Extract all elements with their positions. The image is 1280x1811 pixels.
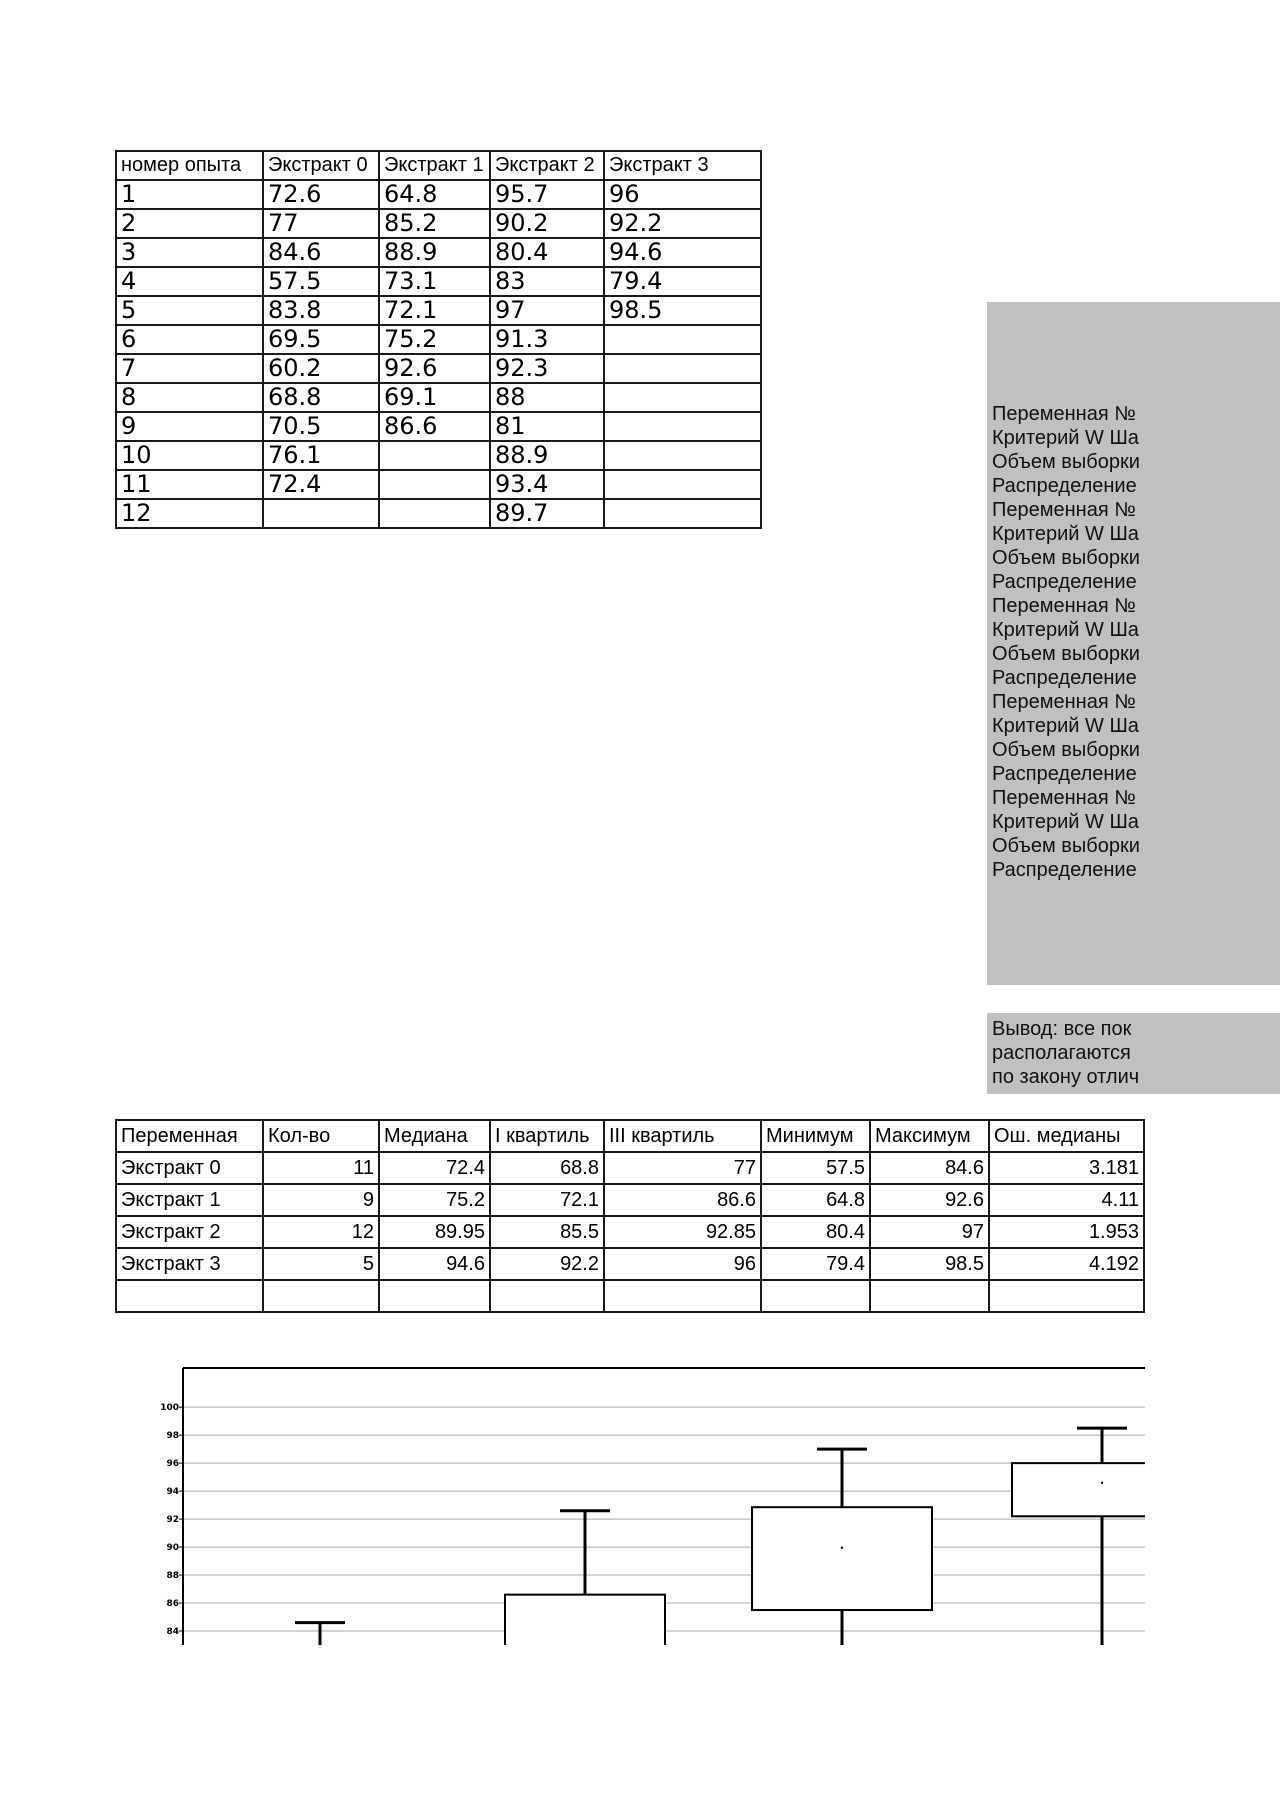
table-cell: 97 — [870, 1216, 989, 1248]
header-cell: Экстракт 0 — [263, 151, 379, 180]
table-cell: 79.4 — [761, 1248, 870, 1280]
header-cell: Медиана — [379, 1120, 490, 1152]
table-row — [116, 354, 761, 383]
header-cell: Переменная — [116, 1120, 263, 1152]
panel-line: Переменная № — [992, 403, 1136, 425]
table-row — [116, 412, 761, 441]
raw-table-header — [116, 151, 761, 180]
panel-line: Критерий W Ша — [992, 715, 1139, 737]
table-cell: 4.11 — [989, 1184, 1144, 1216]
table-cell: Экстракт 2 — [116, 1216, 263, 1248]
table-cell: 77 — [263, 209, 379, 238]
panel-line: Распределение — [992, 763, 1137, 785]
table-cell: 75.2 — [379, 1184, 490, 1216]
panel-line: Распределение — [992, 475, 1137, 497]
table-cell — [379, 499, 490, 528]
table-cell: 80.4 — [761, 1216, 870, 1248]
panel-line: Объем выборки — [992, 835, 1140, 857]
header-cell: Экстракт 2 — [490, 151, 604, 180]
table-cell: 94.6 — [379, 1248, 490, 1280]
y-tick-label: 96 — [166, 1459, 179, 1470]
table-cell: 85.5 — [490, 1216, 604, 1248]
panel-line: Критерий W Ша — [992, 811, 1139, 833]
table-cell: 84.6 — [263, 238, 379, 267]
table-row — [116, 441, 761, 470]
table-cell: 86.6 — [379, 412, 490, 441]
table-row — [116, 1152, 1144, 1184]
table-cell: 92.6 — [870, 1184, 989, 1216]
table-cell: 72.1 — [379, 296, 490, 325]
table-cell: 69.1 — [379, 383, 490, 412]
panel-line: располагаются — [992, 1042, 1131, 1064]
table-row — [116, 499, 761, 528]
table-cell: 72.4 — [263, 470, 379, 499]
table-row — [116, 470, 761, 499]
table-row — [116, 209, 761, 238]
panel-line: Объем выборки — [992, 643, 1140, 665]
conclusion-panel — [987, 1013, 1280, 1094]
table-cell — [116, 1280, 263, 1312]
table-cell: 4 — [116, 267, 263, 296]
table-row — [116, 325, 761, 354]
panel-line: Переменная № — [992, 691, 1136, 713]
panel-line: Критерий W Ша — [992, 619, 1139, 641]
table-cell: 69.5 — [263, 325, 379, 354]
header-cell: Ош. медианы — [989, 1120, 1144, 1152]
table-cell: Экстракт 1 — [116, 1184, 263, 1216]
raw-data-table — [115, 150, 762, 529]
table-cell: 84.6 — [870, 1152, 989, 1184]
table-row — [116, 296, 761, 325]
panel-line: Объем выборки — [992, 547, 1140, 569]
table-row — [116, 1216, 1144, 1248]
table-cell: 3.181 — [989, 1152, 1144, 1184]
iqr-box — [1012, 1463, 1145, 1516]
table-cell: 10 — [116, 441, 263, 470]
table-row — [116, 1248, 1144, 1280]
table-cell: 81 — [490, 412, 604, 441]
table-cell: 98.5 — [604, 296, 761, 325]
table-cell: 85.2 — [379, 209, 490, 238]
table-cell: 91.3 — [490, 325, 604, 354]
summary-table-header — [116, 1120, 1144, 1152]
y-tick-label: 92 — [166, 1515, 179, 1526]
table-cell — [604, 499, 761, 528]
table-cell: 9 — [116, 412, 263, 441]
table-cell: 11 — [116, 470, 263, 499]
table-cell: 94.6 — [604, 238, 761, 267]
median-marker — [841, 1547, 843, 1549]
table-cell — [604, 354, 761, 383]
table-cell: 75.2 — [379, 325, 490, 354]
table-cell: 1.953 — [989, 1216, 1144, 1248]
table-cell: 95.7 — [490, 180, 604, 209]
header-cell: III квартиль — [604, 1120, 761, 1152]
y-tick-label: 100 — [160, 1403, 179, 1414]
header-cell: номер опыта — [116, 151, 263, 180]
panel-line: Распределение — [992, 859, 1137, 881]
table-cell — [263, 1280, 379, 1312]
table-cell: 96 — [604, 1248, 761, 1280]
table-cell: 64.8 — [761, 1184, 870, 1216]
table-cell: 97 — [490, 296, 604, 325]
table-cell — [604, 383, 761, 412]
iqr-box — [505, 1595, 665, 1645]
panel-line: Переменная № — [992, 595, 1136, 617]
table-cell: 68.8 — [263, 383, 379, 412]
table-row — [116, 180, 761, 209]
panel-line: Вывод: все пок — [992, 1018, 1132, 1040]
table-cell: 70.5 — [263, 412, 379, 441]
table-cell: 73.1 — [379, 267, 490, 296]
table-row — [116, 383, 761, 412]
table-cell: 72.6 — [263, 180, 379, 209]
table-cell: 88.9 — [490, 441, 604, 470]
table-cell: 92.2 — [604, 209, 761, 238]
table-cell: Экстракт 0 — [116, 1152, 263, 1184]
table-cell: 98.5 — [870, 1248, 989, 1280]
table-cell: 3 — [116, 238, 263, 267]
table-cell — [263, 499, 379, 528]
y-tick-label: 84 — [166, 1627, 179, 1638]
table-cell — [604, 470, 761, 499]
panel-line: Распределение — [992, 571, 1137, 593]
table-cell: 93.4 — [490, 470, 604, 499]
table-cell: 12 — [116, 499, 263, 528]
table-cell: 68.8 — [490, 1152, 604, 1184]
table-cell: Экстракт 3 — [116, 1248, 263, 1280]
table-cell: 92.6 — [379, 354, 490, 383]
table-cell — [604, 1280, 761, 1312]
table-cell: 6 — [116, 325, 263, 354]
table-cell: 90.2 — [490, 209, 604, 238]
table-cell: 89.95 — [379, 1216, 490, 1248]
header-cell: Экстракт 1 — [379, 151, 490, 180]
table-cell: 12 — [263, 1216, 379, 1248]
table-cell — [870, 1280, 989, 1312]
table-cell: 7 — [116, 354, 263, 383]
panel-line: Критерий W Ша — [992, 427, 1139, 449]
table-cell: 11 — [263, 1152, 379, 1184]
table-cell: 76.1 — [263, 441, 379, 470]
table-cell: 77 — [604, 1152, 761, 1184]
panel-line: Распределение — [992, 667, 1137, 689]
header-cell: Минимум — [761, 1120, 870, 1152]
panel-line: Переменная № — [992, 499, 1136, 521]
table-cell — [379, 441, 490, 470]
table-row — [116, 238, 761, 267]
table-cell — [989, 1280, 1144, 1312]
y-tick-label: 98 — [166, 1431, 179, 1442]
y-tick-label: 94 — [166, 1487, 179, 1498]
y-tick-label: 90 — [166, 1543, 179, 1554]
table-cell: 57.5 — [761, 1152, 870, 1184]
table-row — [116, 267, 761, 296]
box-series — [1012, 1428, 1145, 1645]
table-cell: 1 — [116, 180, 263, 209]
table-cell: 92.2 — [490, 1248, 604, 1280]
panel-line: по закону отлич — [992, 1066, 1140, 1088]
table-cell: 5 — [116, 296, 263, 325]
median-marker — [1101, 1482, 1103, 1484]
header-cell: Экстракт 3 — [604, 151, 761, 180]
summary-stats-table — [115, 1119, 1145, 1313]
table-cell: 88 — [490, 383, 604, 412]
table-cell — [379, 470, 490, 499]
box-series — [240, 1623, 400, 1645]
table-cell: 92.3 — [490, 354, 604, 383]
table-cell: 86.6 — [604, 1184, 761, 1216]
table-cell: 8 — [116, 383, 263, 412]
table-cell: 57.5 — [263, 267, 379, 296]
panel-line: Критерий W Ша — [992, 523, 1139, 545]
table-cell: 79.4 — [604, 267, 761, 296]
y-tick-label: 86 — [166, 1599, 179, 1610]
table-cell: 88.9 — [379, 238, 490, 267]
table-cell: 60.2 — [263, 354, 379, 383]
table-row — [116, 1184, 1144, 1216]
table-cell — [761, 1280, 870, 1312]
box-plot-chart — [140, 1360, 1145, 1645]
table-cell: 80.4 — [490, 238, 604, 267]
table-cell: 83 — [490, 267, 604, 296]
table-cell: 72.1 — [490, 1184, 604, 1216]
header-cell: Кол-во — [263, 1120, 379, 1152]
y-tick-label: 88 — [166, 1571, 179, 1582]
table-cell — [604, 412, 761, 441]
header-cell: Максимум — [870, 1120, 989, 1152]
box-series — [752, 1449, 932, 1645]
iqr-box — [752, 1507, 932, 1610]
table-row — [116, 1280, 1144, 1312]
table-cell: 83.8 — [263, 296, 379, 325]
box-series — [505, 1511, 665, 1645]
panel-line: Переменная № — [992, 787, 1136, 809]
table-cell: 2 — [116, 209, 263, 238]
table-cell: 72.4 — [379, 1152, 490, 1184]
table-cell: 5 — [263, 1248, 379, 1280]
table-cell: 96 — [604, 180, 761, 209]
table-cell: 64.8 — [379, 180, 490, 209]
table-cell: 89.7 — [490, 499, 604, 528]
table-cell — [604, 441, 761, 470]
panel-line: Объем выборки — [992, 739, 1140, 761]
table-cell: 92.85 — [604, 1216, 761, 1248]
table-cell: 4.192 — [989, 1248, 1144, 1280]
table-cell: 9 — [263, 1184, 379, 1216]
shapiro-wilk-panel — [987, 302, 1280, 985]
header-cell: I квартиль — [490, 1120, 604, 1152]
panel-line: Объем выборки — [992, 451, 1140, 473]
table-cell — [490, 1280, 604, 1312]
table-cell — [604, 325, 761, 354]
table-cell — [379, 1280, 490, 1312]
